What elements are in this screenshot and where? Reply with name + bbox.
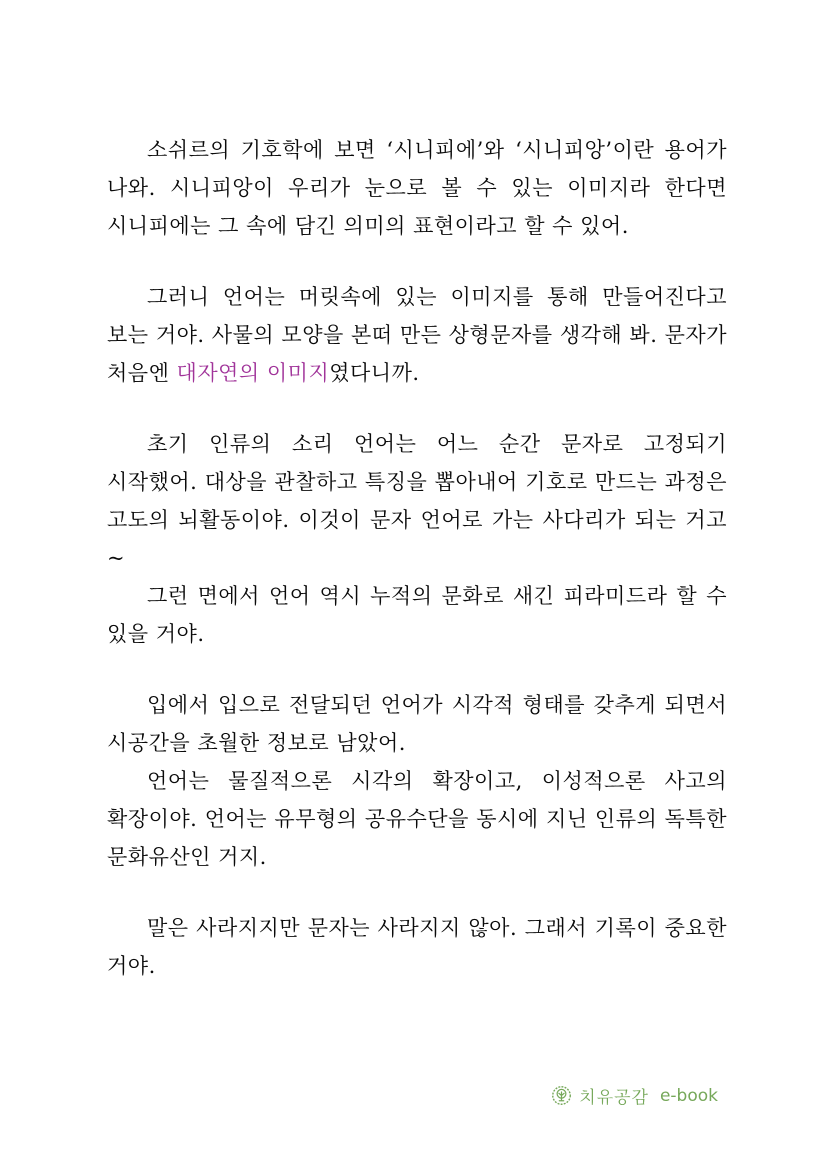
page-body-text <box>107 131 727 985</box>
text-block <box>107 131 727 245</box>
text-block <box>107 425 727 653</box>
paragraph: 말은 사라지지만 문자는 사라지지 않아. 그래서 기록이 중요한 거야. <box>107 916 727 978</box>
ebook-label: e-book <box>659 1085 718 1106</box>
paragraph: 그런 면에서 언어 역시 누적의 문화로 새긴 피라미드라 할 수 있을 거야. <box>107 584 727 646</box>
paragraph: 입에서 입으로 전달되던 언어가 시각적 형태를 갖추게 되면서 시공간을 초월한 정보로 남았어. <box>107 693 727 755</box>
paragraph: 소쉬르의 기호학에 보면 ‘시니피에’와 ‘시니피앙’이란 용어가 나와. 시니피앙이 우리가 눈으로 볼 수 있는 이미지라 한다면 시니피에는 그 속에 담긴 의미의 표현이라고 할 수 있어. <box>107 138 727 238</box>
text-block <box>107 278 727 392</box>
paragraph-text: 그러니 언어는 머릿속에 있는 이미지를 통해 만들어진다고 보는 거야. 사물의 모양을 본떠 만든 상형문자를 생각해 봐. 문자가 처음엔 <box>107 285 727 385</box>
highlighted-phrase: 대자연의 이미지 <box>176 361 330 385</box>
paragraph-with-highlight <box>107 278 727 392</box>
paragraph: 언어는 물질적으론 시각의 확장이고, 이성적으론 사고의 확장이야. 언어는 유무형의 공유수단을 동시에 지닌 인류의 독특한 문화유산인 거지. <box>107 769 727 869</box>
paragraph: 초기 인류의 소리 언어는 어느 순간 문자로 고정되기 시작했어. 대상을 관찰하고 특징을 뽑아내어 기호로 만드는 과정은 고도의 뇌활동이야. 이것이 문자 언어로 가는 사다리가 되는 거고~ <box>107 432 727 570</box>
tree-emblem-icon <box>551 1085 572 1106</box>
text-block <box>107 686 727 876</box>
publisher-name: 치유공감 <box>579 1088 649 1108</box>
paragraph-text: 였다니까. <box>329 361 420 385</box>
publisher-footer <box>551 1083 718 1108</box>
text-block <box>107 909 727 985</box>
